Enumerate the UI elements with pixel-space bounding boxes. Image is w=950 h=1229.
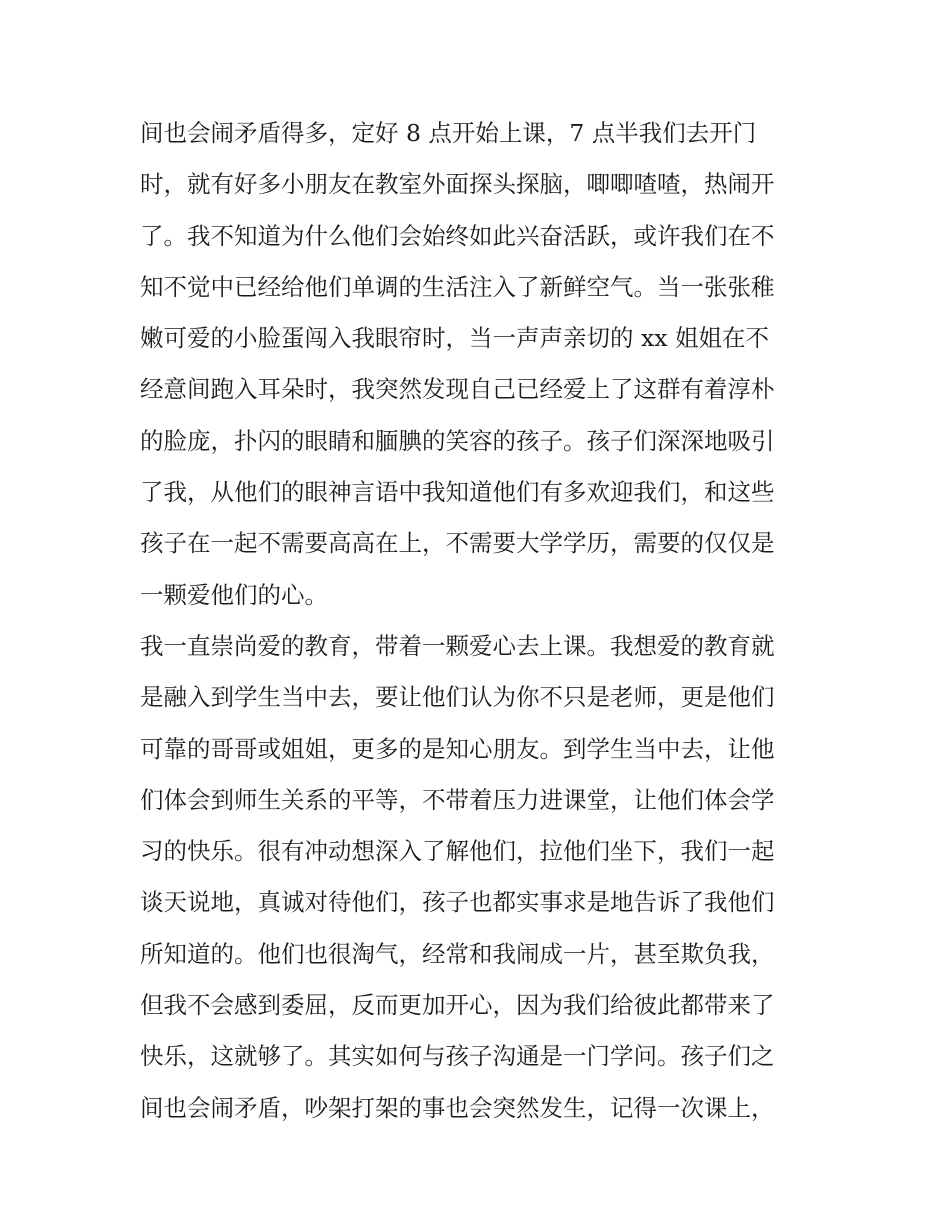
text-line-3: 了。我不知道为什么他们会始终如此兴奋活跃，或许我们在不	[140, 221, 775, 250]
text-line-14: 们体会到师生关系的平等，不带着压力进课堂，让他们体会学	[140, 785, 775, 814]
text-line-5: 嫩可爱的小脸蛋闯入我眼帘时，当一声声亲切的 xx 姐姐在不	[140, 324, 769, 353]
text-line-1: 间也会闹矛盾得多，定好 8 点开始上课，7 点半我们去开门	[140, 119, 757, 147]
text-line-11: 我一直崇尚爱的教育，带着一颗爱心去上课。我想爱的教育就	[140, 631, 775, 660]
text-line-2: 时，就有好多小朋友在教室外面探头探脑，唧唧喳喳，热闹开	[140, 170, 775, 199]
text-line-7: 的脸庞，扑闪的眼睛和腼腆的笑容的孩子。孩子们深深地吸引	[140, 426, 775, 455]
text-line-19: 快乐，这就够了。其实如何与孩子沟通是一门学问。孩子们之	[140, 1042, 775, 1071]
text-line-6: 经意间跑入耳朵时，我突然发现自己已经爱上了这群有着淳朴	[140, 375, 775, 404]
text-line-18: 但我不会感到委屈，反而更加开心，因为我们给彼此都带来了	[140, 991, 775, 1020]
text-line-4: 知不觉中已经给他们单调的生活注入了新鲜空气。当一张张稚	[140, 272, 775, 301]
text-line-8: 了我，从他们的眼神言语中我知道他们有多欢迎我们，和这些	[140, 478, 775, 507]
text-line-15: 习的快乐。很有冲动想深入了解他们，拉他们坐下，我们一起	[140, 837, 775, 866]
text-line-13: 可靠的哥哥或姐姐，更多的是知心朋友。到学生当中去，让他	[140, 734, 775, 763]
text-line-20: 间也会闹矛盾，吵架打架的事也会突然发生，记得一次课上，	[140, 1093, 775, 1122]
text-line-12: 是融入到学生当中去，要让他们认为你不只是老师，更是他们	[140, 683, 775, 712]
text-line-9: 孩子在一起不需要高高在上，不需要大学学历，需要的仅仅是	[140, 529, 775, 558]
text-line-16: 谈天说地，真诚对待他们，孩子也都实事求是地告诉了我他们	[140, 888, 775, 917]
text-line-17: 所知道的。他们也很淘气，经常和我闹成一片，甚至欺负我，	[140, 939, 775, 968]
text-line-10: 一颗爱他们的心。	[140, 580, 328, 609]
body-text	[140, 108, 820, 1134]
